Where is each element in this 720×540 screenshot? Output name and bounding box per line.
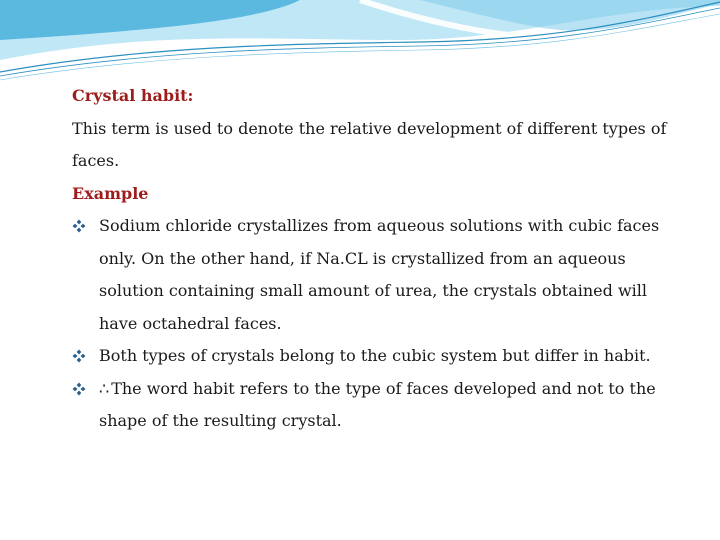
bullet-item-1-line-1 [72,210,672,243]
diamond-bullet-icon [72,210,86,243]
bullet-text: The word habit refers to the type of faces developed and not to the [111,378,656,398]
bullet-item-3-line-1 [72,373,672,406]
bullet-item-3-line-2: shape of the resulting crystal. [99,411,342,430]
bullet-item-2-line-1 [72,340,672,373]
bullet-item-1-line-3: solution containing small amount of urea, the crystals obtained will [99,281,647,300]
slide-content [72,80,672,438]
bullet-text: Both types of crystals belong to the cubic system but differ in habit. [99,346,651,365]
therefore-symbol: ∴ [99,378,110,398]
section-heading: Crystal habit: [72,86,194,105]
bullet-item-1-line-4: have octahedral faces. [99,313,282,333]
diamond-bullet-icon [72,373,86,406]
definition-line-2: faces. [72,151,120,170]
bullet-item-1-line-2: only. On the other hand, if Na.CL is crystallized from an aqueous [99,248,626,268]
definition-line-1: This term is used to denote the relative development of different types of [72,118,667,138]
diamond-bullet-icon [72,340,86,373]
bullet-text: Sodium chloride crystallizes from aqueous solutions with cubic faces [99,216,660,235]
example-heading: Example [72,183,149,203]
header-wave-decoration [0,0,720,90]
